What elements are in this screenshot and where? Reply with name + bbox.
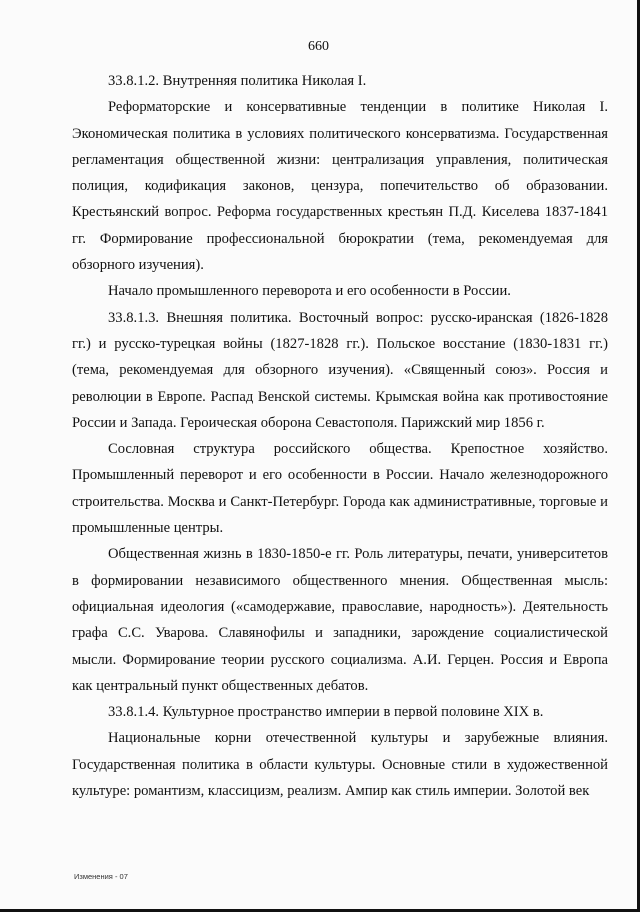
paragraph-internal-policy: Реформаторские и консервативные тенденции в политике Николая I. Экономическая политика в условиях политического консерватизма. Государственная регламентация общественной жизни: централизация управления, политическая полиция, кодификация законов, цензура, попечительство об образовании. Крестьянский вопрос. Реформа государственных крестьян П.Д. Киселева 1837-1841 гг. Формирование профессиональной бюрократии (тема, рекомендуемая для обзорного изучения). bbox=[72, 99, 608, 274]
paragraph-foreign-policy: 33.8.1.3. Внешняя политика. Восточный вопрос: русско-иранская (1826-1828 гг.) и русско-турецкая войны (1827-1828 гг.). Польское восстание (1830-1831 гг.) (тема, рекомендуемая для обзорного изучения). «Священный союз». Россия и революции в Европе. Распад Венской системы. Крымская война как противостояние России и Запада. Героическая оборона Севастополя. Парижский мир 1856 г. bbox=[72, 309, 608, 431]
section-heading-33-8-1-4: 33.8.1.4. Культурное пространство империи в первой половине XIX в. bbox=[108, 704, 544, 721]
section-heading-33-8-1-2: 33.8.1.2. Внутренняя политика Николая I. bbox=[108, 73, 367, 89]
paragraph-social-structure: Сословная структура российского общества. Крепостное хозяйство. Промышленный переворот и его особенности в России. Начало железнодорожного строительства. Москва и Санкт-Петербург. Города как административные, торговые и промышленные центры. bbox=[72, 441, 608, 537]
document-body bbox=[72, 68, 608, 804]
paragraph-national-culture: Национальные корни отечественной культуры и зарубежные влияния. Государственная политика в области культуры. Основные стили в художественной культуре: романтизм, классицизм, реализм. Ампир как стиль империи. Золотой век bbox=[72, 730, 608, 800]
footer-note: Изменения - 07 bbox=[74, 872, 128, 881]
paragraph-public-life: Общественная жизнь в 1830-1850-е гг. Роль литературы, печати, университетов в формировании независимого общественного мнения. Общественная мысль: официальная идеология («самодержавие, православие, народность»). Деятельность графа С.С. Уварова. Славянофилы и западники, зарождение социалистической мысли. Формирование теории русского социализма. А.И. Герцен. Россия и Европа как центральный пункт общественных дебатов. bbox=[72, 546, 608, 694]
paragraph-industrial-revolution: Начало промышленного переворота и его особенности в России. bbox=[108, 283, 511, 300]
page-number: 660 bbox=[308, 39, 329, 54]
